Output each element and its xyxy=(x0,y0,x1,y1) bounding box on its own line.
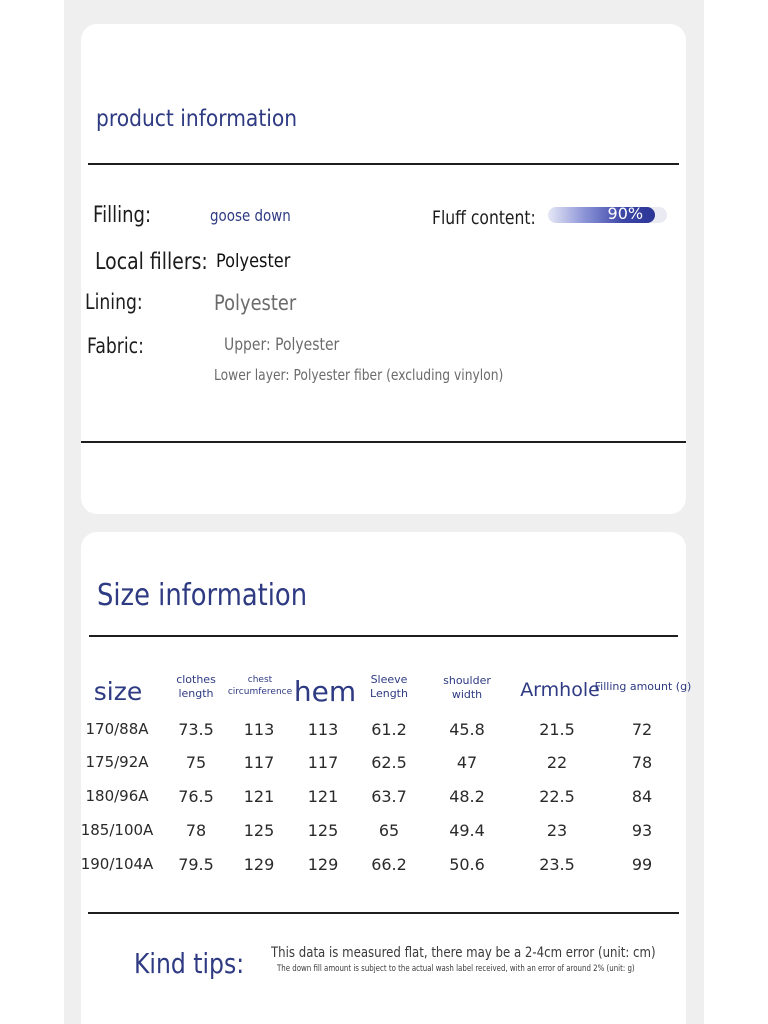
header-sleeve-length: Sleeve Length xyxy=(370,673,408,701)
table-cell: 125 xyxy=(243,821,275,840)
table-cell: 78 xyxy=(631,753,653,772)
filling-label: Filling: xyxy=(93,203,152,228)
header-shoulder-width: shoulder width xyxy=(443,674,491,702)
header-chest-circumference: chest circumference xyxy=(227,675,293,697)
header-hem: hem xyxy=(293,675,357,708)
table-cell: 79.5 xyxy=(178,855,214,874)
table-cell: 75 xyxy=(185,753,207,772)
table-cell: 190/104A xyxy=(80,855,154,873)
fluff-content-bar xyxy=(548,207,667,223)
header-size: size xyxy=(93,677,143,706)
local-fillers-label: Local fillers: xyxy=(95,249,208,275)
header-filling-amount: Filling amount (g) xyxy=(594,680,692,693)
table-cell: 185/100A xyxy=(80,821,154,839)
table-cell: 23.5 xyxy=(539,855,575,874)
fluff-content-value: 90% xyxy=(607,207,644,223)
table-cell: 78 xyxy=(185,821,207,840)
fabric-label: Fabric: xyxy=(87,334,144,358)
table-cell: 23 xyxy=(546,821,568,840)
table-cell: 84 xyxy=(631,787,653,806)
table-cell: 65 xyxy=(378,821,400,840)
table-cell: 121 xyxy=(307,787,339,806)
table-cell: 121 xyxy=(243,787,275,806)
filling-value: goose down xyxy=(210,206,291,225)
lining-label: Lining: xyxy=(85,290,143,314)
local-fillers-value: Polyester xyxy=(216,250,291,272)
table-cell: 125 xyxy=(307,821,339,840)
table-cell: 61.2 xyxy=(371,720,407,739)
table-cell: 117 xyxy=(307,753,339,772)
table-cell: 93 xyxy=(631,821,653,840)
table-cell: 66.2 xyxy=(371,855,407,874)
fabric-lower: Lower layer: Polyester fiber (excluding vinylon) xyxy=(214,366,504,384)
table-cell: 22 xyxy=(546,753,568,772)
table-cell: 170/88A xyxy=(85,720,149,738)
size-divider-bottom xyxy=(88,912,679,914)
lining-value: Polyester xyxy=(214,291,297,315)
table-cell: 72 xyxy=(631,720,653,739)
table-cell: 48.2 xyxy=(449,787,485,806)
table-cell: 117 xyxy=(243,753,275,772)
table-cell: 129 xyxy=(243,855,275,874)
table-cell: 99 xyxy=(631,855,653,874)
kind-tips-line-2: The down fill amount is subject to the actual wash label received, with an error of around 2% (unit: g) xyxy=(277,964,635,974)
fluff-content-label: Fluff content: xyxy=(432,207,536,229)
table-cell: 113 xyxy=(243,720,275,739)
table-cell: 45.8 xyxy=(449,720,485,739)
size-divider-top xyxy=(89,635,678,637)
kind-tips-label: Kind tips: xyxy=(134,947,245,980)
kind-tips-line-1: This data is measured flat, there may be a 2-4cm error (unit: cm) xyxy=(271,945,656,961)
header-clothes-length: clothes length xyxy=(176,673,216,701)
table-cell: 73.5 xyxy=(178,720,214,739)
table-cell: 49.4 xyxy=(449,821,485,840)
table-cell: 76.5 xyxy=(178,787,214,806)
table-cell: 21.5 xyxy=(539,720,575,739)
table-cell: 129 xyxy=(307,855,339,874)
header-armhole: Armhole xyxy=(520,679,600,701)
table-cell: 175/92A xyxy=(85,753,149,771)
table-cell: 22.5 xyxy=(539,787,575,806)
table-cell: 180/96A xyxy=(85,787,149,805)
fabric-upper: Upper: Polyester xyxy=(224,335,340,355)
table-cell: 62.5 xyxy=(371,753,407,772)
table-cell: 113 xyxy=(307,720,339,739)
table-cell: 63.7 xyxy=(371,787,407,806)
size-info-title: Size information xyxy=(97,578,308,613)
product-info-title: product information xyxy=(96,106,298,132)
product-divider-bottom xyxy=(81,441,686,443)
table-cell: 50.6 xyxy=(449,855,485,874)
product-divider-top xyxy=(88,163,679,165)
fluff-content-bar-fill xyxy=(548,207,655,223)
table-cell: 47 xyxy=(456,753,478,772)
